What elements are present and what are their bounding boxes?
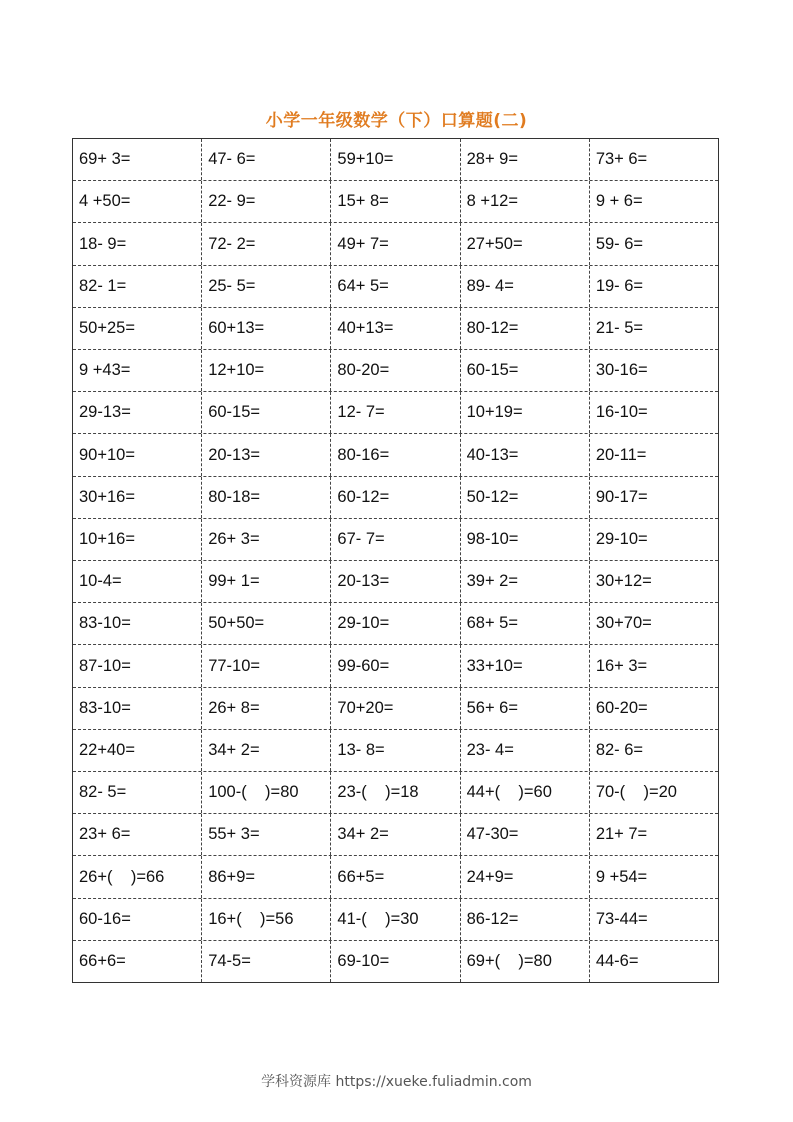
problem-cell: 9 +43= xyxy=(73,350,202,391)
problem-row xyxy=(73,392,718,434)
problem-cell: 67- 7= xyxy=(331,519,460,560)
problem-cell: 60-15= xyxy=(202,392,331,433)
problem-cell: 4 +50= xyxy=(73,181,202,222)
problem-cell: 12- 7= xyxy=(331,392,460,433)
problem-cell: 23+ 6= xyxy=(73,814,202,855)
problem-cell: 16+( )=56 xyxy=(202,899,331,940)
problem-cell: 20-11= xyxy=(595,445,647,464)
problem-cell: 90-17= xyxy=(595,487,648,506)
problem-cell: 44-6= xyxy=(595,951,639,970)
problem-cell: 60-20= xyxy=(595,698,648,717)
problem-cell: 19- 6= xyxy=(595,276,644,295)
problem-cell: 34+ 2= xyxy=(202,730,331,771)
problem-cell: 10+16= xyxy=(73,519,202,560)
problem-cell: 82- 6= xyxy=(595,740,644,759)
problem-row xyxy=(73,519,718,561)
problem-row xyxy=(73,603,718,645)
problem-cell: 86+9= xyxy=(202,856,331,897)
problem-cell: 70-( )=20 xyxy=(595,783,677,802)
problem-cell: 8 +12= xyxy=(461,181,590,222)
page-title: 小学一年级数学（下）口算题(二) xyxy=(265,111,528,131)
problem-cell: 27+50= xyxy=(461,223,590,264)
problem-cell: 66+5= xyxy=(331,856,460,897)
problem-cell: 59- 6= xyxy=(595,234,644,253)
problem-cell: 24+9= xyxy=(461,856,590,897)
problem-cell: 16+ 3= xyxy=(595,656,648,675)
problem-cell: 100-( )=80 xyxy=(202,772,331,813)
problem-cell: 10+19= xyxy=(461,392,590,433)
problem-cell: 26+( )=66 xyxy=(73,856,202,897)
problem-cell: 60-15= xyxy=(461,350,590,391)
problem-row xyxy=(73,772,718,814)
problem-cell: 64+ 5= xyxy=(331,266,460,307)
problem-row xyxy=(73,856,718,898)
problem-cell: 16-10= xyxy=(595,403,648,422)
problem-row xyxy=(73,814,718,856)
problem-cell: 9 + 6= xyxy=(595,192,643,211)
problem-cell: 99+ 1= xyxy=(202,561,331,602)
problem-cell: 30+16= xyxy=(73,477,202,518)
problem-cell: 9 +54= xyxy=(595,867,648,886)
problem-cell: 87-10= xyxy=(73,645,202,686)
problem-row xyxy=(73,308,718,350)
problem-cell: 22+40= xyxy=(73,730,202,771)
problem-cell: 60-16= xyxy=(73,899,202,940)
problem-row xyxy=(73,899,718,941)
problem-row xyxy=(73,688,718,730)
problem-cell: 77-10= xyxy=(202,645,331,686)
problem-cell: 18- 9= xyxy=(73,223,202,264)
problem-row xyxy=(73,434,718,476)
problem-cell: 83-10= xyxy=(73,603,202,644)
problem-cell: 82- 5= xyxy=(73,772,202,813)
problem-cell: 22- 9= xyxy=(202,181,331,222)
problem-cell: 69+( )=80 xyxy=(461,941,590,982)
problem-cell: 50+25= xyxy=(73,308,202,349)
problem-cell: 15+ 8= xyxy=(331,181,460,222)
problem-cell: 21- 5= xyxy=(595,318,644,337)
problem-cell: 49+ 7= xyxy=(331,223,460,264)
problem-cell: 50+50= xyxy=(202,603,331,644)
problem-cell: 69-10= xyxy=(331,941,460,982)
problem-cell: 73-44= xyxy=(595,909,648,928)
problem-cell: 33+10= xyxy=(461,645,590,686)
problem-cell: 20-13= xyxy=(202,434,331,475)
problem-cell: 44+( )=60 xyxy=(461,772,590,813)
problem-cell: 28+ 9= xyxy=(461,139,590,180)
problem-cell: 66+6= xyxy=(73,941,202,982)
problem-cell: 30+12= xyxy=(595,572,652,591)
problem-cell: 82- 1= xyxy=(73,266,202,307)
problem-cell: 98-10= xyxy=(461,519,590,560)
problem-cell: 30+70= xyxy=(595,614,652,633)
problem-row xyxy=(73,561,718,603)
problem-row xyxy=(73,645,718,687)
problem-cell: 29-13= xyxy=(73,392,202,433)
arithmetic-grid xyxy=(72,138,719,983)
problem-cell: 68+ 5= xyxy=(461,603,590,644)
problem-cell: 12+10= xyxy=(202,350,331,391)
problem-cell: 10-4= xyxy=(73,561,202,602)
problem-cell: 86-12= xyxy=(461,899,590,940)
problem-cell: 70+20= xyxy=(331,688,460,729)
problem-row xyxy=(73,941,718,982)
problem-row xyxy=(73,223,718,265)
problem-cell: 29-10= xyxy=(595,529,648,548)
problem-cell: 59+10= xyxy=(331,139,460,180)
problem-cell: 69+ 3= xyxy=(73,139,202,180)
problem-row xyxy=(73,181,718,223)
problem-cell: 90+10= xyxy=(73,434,202,475)
problem-cell: 30-16= xyxy=(595,361,648,380)
problem-cell: 80-16= xyxy=(331,434,460,475)
problem-cell: 72- 2= xyxy=(202,223,331,264)
problem-cell: 25- 5= xyxy=(202,266,331,307)
problem-cell: 55+ 3= xyxy=(202,814,331,855)
problem-cell: 89- 4= xyxy=(461,266,590,307)
problem-cell: 13- 8= xyxy=(331,730,460,771)
problem-cell: 39+ 2= xyxy=(461,561,590,602)
problem-row xyxy=(73,139,718,181)
problem-row xyxy=(73,477,718,519)
problem-cell: 74-5= xyxy=(202,941,331,982)
problem-cell: 40-13= xyxy=(461,434,590,475)
problem-cell: 99-60= xyxy=(331,645,460,686)
problem-cell: 60-12= xyxy=(331,477,460,518)
problem-cell: 47- 6= xyxy=(202,139,331,180)
problem-cell: 73+ 6= xyxy=(595,150,648,169)
problem-row xyxy=(73,350,718,392)
problem-row xyxy=(73,266,718,308)
problem-cell: 47-30= xyxy=(461,814,590,855)
problem-cell: 50-12= xyxy=(461,477,590,518)
problem-cell: 21+ 7= xyxy=(595,825,648,844)
footer-watermark: 学科资源库 https://xueke.fuliadmin.com xyxy=(261,1074,532,1090)
problem-cell: 83-10= xyxy=(73,688,202,729)
problem-cell: 29-10= xyxy=(331,603,460,644)
problem-cell: 56+ 6= xyxy=(461,688,590,729)
problem-cell: 23-( )=18 xyxy=(331,772,460,813)
problem-cell: 40+13= xyxy=(331,308,460,349)
problem-cell: 41-( )=30 xyxy=(331,899,460,940)
problem-cell: 80-12= xyxy=(461,308,590,349)
problem-cell: 34+ 2= xyxy=(331,814,460,855)
problem-cell: 23- 4= xyxy=(461,730,590,771)
problem-cell: 80-18= xyxy=(202,477,331,518)
problem-cell: 26+ 8= xyxy=(202,688,331,729)
problem-cell: 80-20= xyxy=(331,350,460,391)
problem-row xyxy=(73,730,718,772)
problem-cell: 20-13= xyxy=(331,561,460,602)
problem-cell: 26+ 3= xyxy=(202,519,331,560)
problem-cell: 60+13= xyxy=(202,308,331,349)
